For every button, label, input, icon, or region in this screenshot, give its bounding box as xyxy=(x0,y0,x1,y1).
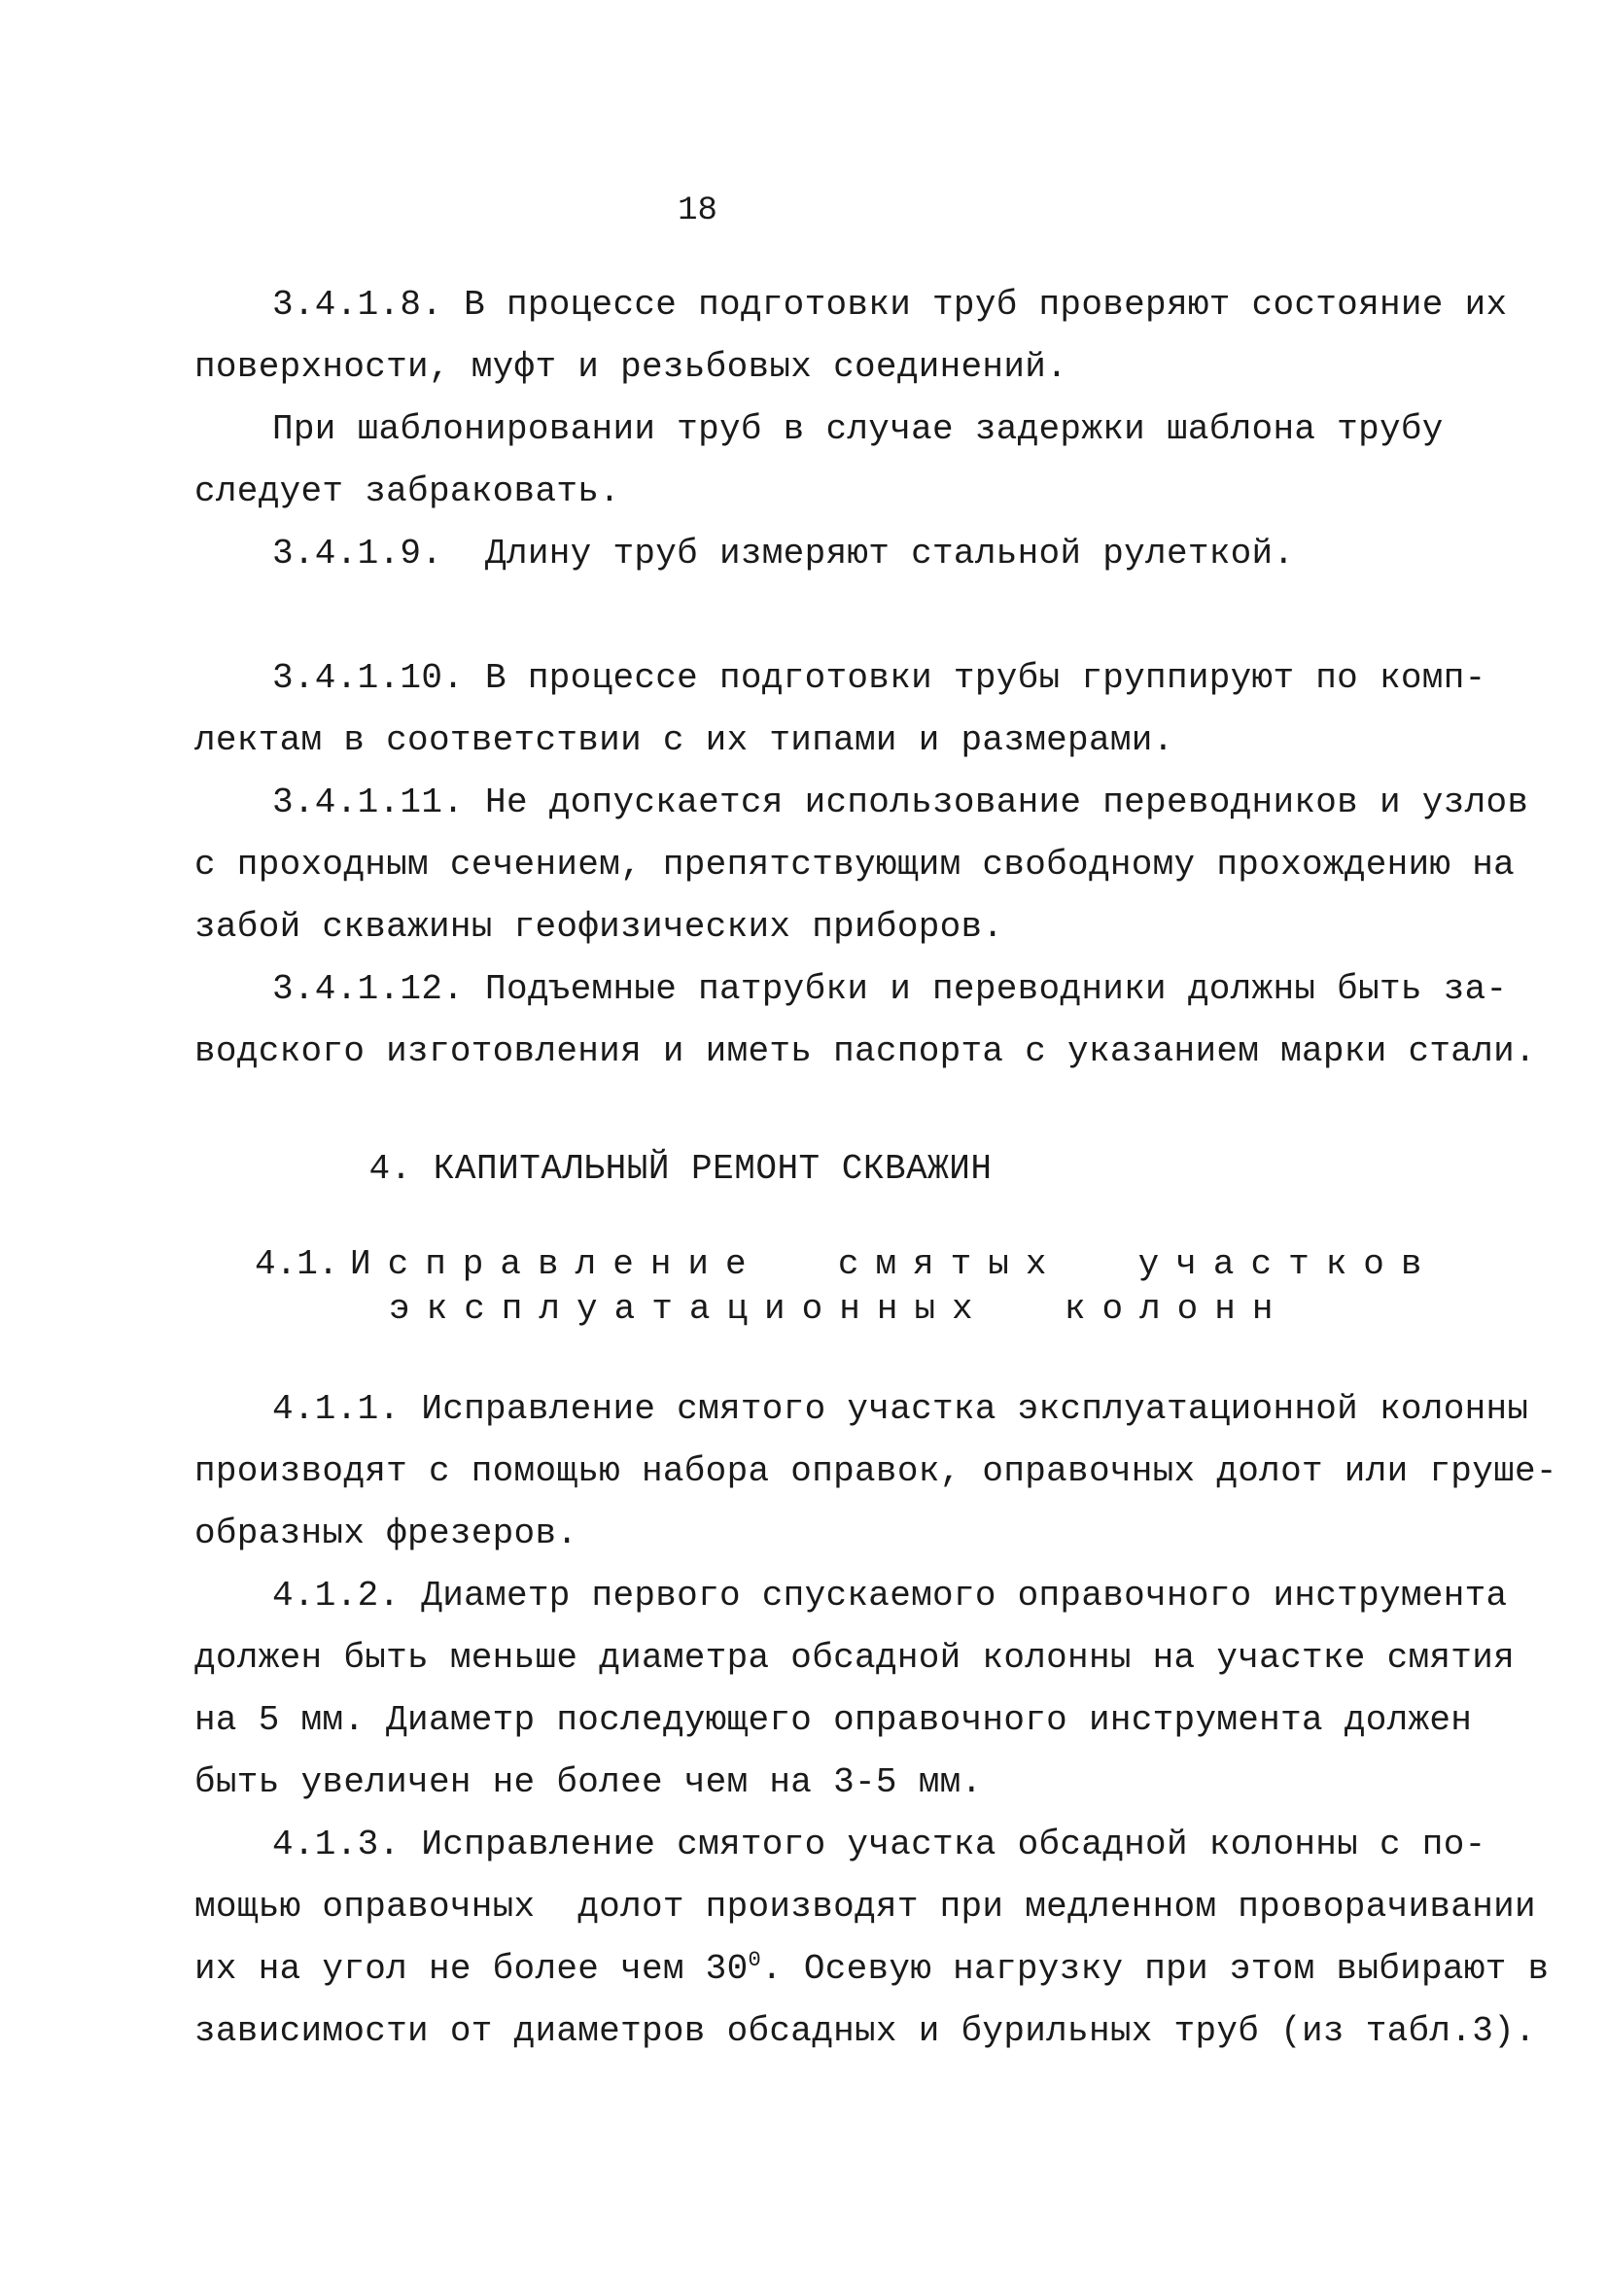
text-line: должен быть меньше диаметра обсадной колонны на участке смятия xyxy=(194,1638,1516,1678)
text-line: зависимости от диаметров обсадных и бурильных труб (из табл.3). xyxy=(194,2011,1536,2051)
text-line: мощью оправочных долот производят при медленном проворачивании xyxy=(194,1887,1536,1927)
text-line: 4.1.3. Исправление смятого участка обсадной колонны с по- xyxy=(272,1825,1486,1864)
text-line: следует забраковать. xyxy=(194,471,621,511)
text-line: забой скважины геофизических приборов. xyxy=(194,907,1004,947)
paragraph-3-4-1-10 xyxy=(194,647,1486,772)
text-fragment: их на угол не более чем 30 xyxy=(194,1949,749,1989)
text-line: 4.1.1. Исправление смятого участка эксплуатационной колонны xyxy=(272,1389,1529,1429)
text-line: 3.4.1.8. В процессе подготовки труб проверяют состояние их xyxy=(272,285,1508,325)
paragraph-3-4-1-11 xyxy=(194,772,1529,958)
degree-superscript: 0 xyxy=(748,1948,762,1972)
subsection-title-line2: эксплуатационных колонн xyxy=(389,1289,1290,1329)
paragraph-template-check xyxy=(194,399,1444,523)
text-line: 3.4.1.10. В процессе подготовки трубы группируют по комп- xyxy=(272,658,1486,698)
paragraph-3-4-1-12 xyxy=(194,958,1536,1083)
text-line: 4.1.2. Диаметр первого спускаемого оправочного инструмента xyxy=(272,1576,1508,1616)
text-line: 3.4.1.11. Не допускается использование переводников и узлов xyxy=(272,783,1529,822)
paragraph-4-1-2 xyxy=(194,1565,1516,1814)
text-line: быть увеличен не более чем на 3-5 мм. xyxy=(194,1762,983,1802)
text-line: производят с помощью набора оправок, оправочных долот или груше- xyxy=(194,1451,1557,1491)
text-line: водского изготовления и иметь паспорта с указанием марки стали. xyxy=(194,1031,1536,1071)
subsection-title-line1: Исправление смятых участков xyxy=(350,1244,1439,1284)
paragraph-4-1-1 xyxy=(194,1378,1557,1565)
page-number: 18 xyxy=(678,192,717,229)
subsection-number: 4.1. xyxy=(255,1244,339,1284)
text-line: поверхности, муфт и резьбовых соединений. xyxy=(194,347,1068,387)
text-line: на 5 мм. Диаметр последующего оправочного инструмента должен xyxy=(194,1700,1473,1740)
paragraph-3-4-1-8 xyxy=(194,274,1508,399)
text-line: 3.4.1.9. Длину труб измеряют стальной рулеткой. xyxy=(272,534,1295,574)
text-line: с проходным сечением, препятствующим свободному прохождению на xyxy=(194,845,1516,885)
text-line-with-superscript xyxy=(194,1938,1550,2000)
text-line: 3.4.1.12. Подъемные патрубки и переводники должны быть за- xyxy=(272,969,1508,1009)
text-fragment: . Осевую нагрузку при этом выбирают в xyxy=(761,1949,1550,1989)
text-line: лектам в соответствии с их типами и размерами. xyxy=(194,720,1174,760)
text-line: При шаблонировании труб в случае задержки шаблона трубу xyxy=(272,409,1444,449)
paragraph-3-4-1-9 xyxy=(194,523,1419,585)
paragraph-4-1-3 xyxy=(194,1814,1550,2063)
section-heading: 4. КАПИТАЛЬНЫЙ РЕМОНТ СКВАЖИН xyxy=(368,1149,993,1189)
text-line: образных фрезеров. xyxy=(194,1513,578,1553)
